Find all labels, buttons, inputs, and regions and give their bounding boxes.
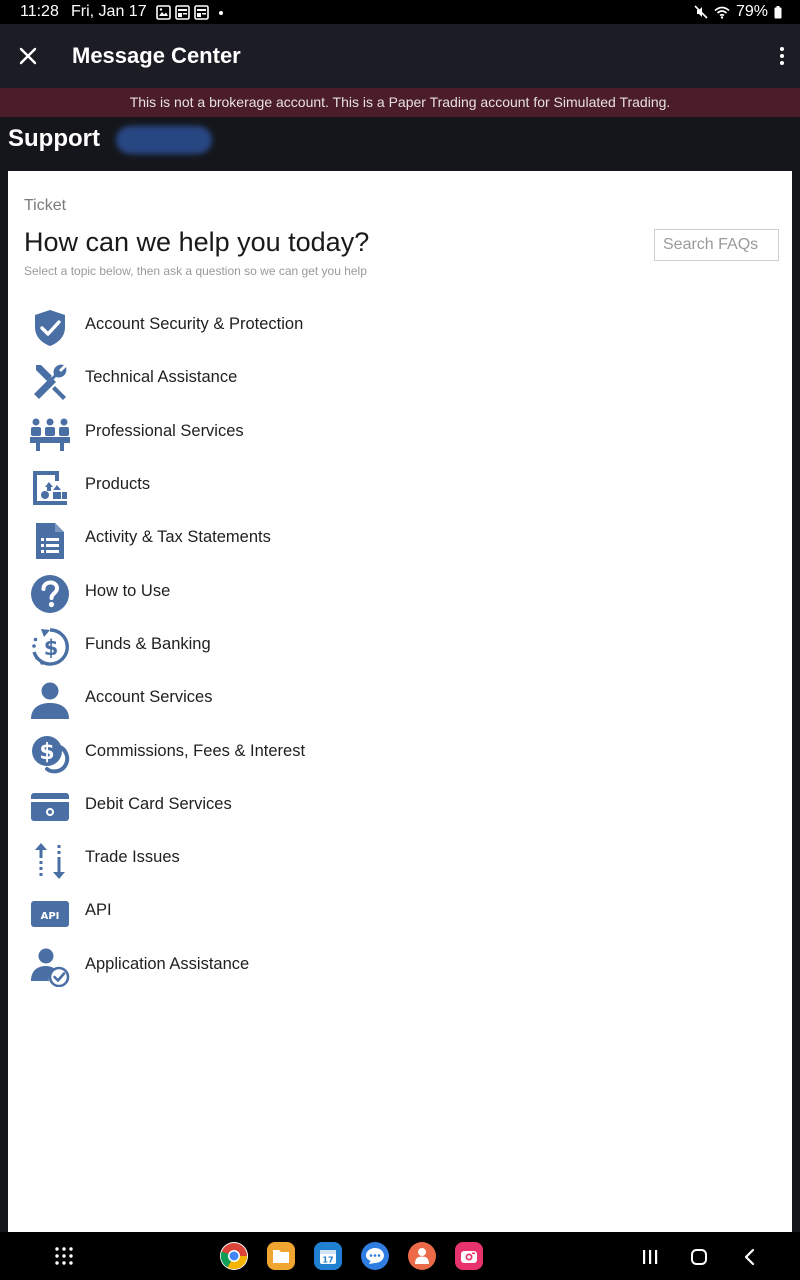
news-notification-icon (175, 5, 190, 20)
chrome-app-icon[interactable] (220, 1242, 248, 1270)
mute-icon (694, 5, 708, 19)
topic-label: Account Security & Protection (85, 315, 304, 334)
coins-icon (24, 732, 76, 776)
topic-label: Commissions, Fees & Interest (85, 741, 306, 760)
status-right (694, 3, 782, 21)
topic-products[interactable] (24, 461, 724, 514)
topic-label: Professional Services (85, 421, 244, 440)
app-dock (220, 1242, 483, 1270)
topic-api[interactable] (24, 887, 724, 940)
redacted-badge (116, 126, 212, 154)
topic-label: How to Use (85, 581, 171, 600)
recents-icon[interactable] (641, 1248, 659, 1266)
topic-debit-card[interactable] (24, 781, 724, 834)
dollar-cycle-icon (24, 625, 76, 669)
support-panel (8, 171, 792, 1232)
topic-label: Products (85, 475, 151, 494)
topic-label: API (85, 901, 112, 920)
topic-technical-assistance[interactable] (24, 354, 724, 407)
topic-label: Funds & Banking (85, 634, 211, 653)
card-icon (24, 785, 76, 829)
files-app-icon[interactable] (267, 1242, 295, 1270)
close-icon[interactable] (16, 44, 40, 68)
topic-label: Trade Issues (85, 848, 180, 867)
news-notification-icon (194, 5, 209, 20)
topic-application-assistance[interactable] (24, 941, 724, 994)
calendar-app-icon[interactable] (314, 1242, 342, 1270)
topic-account-services[interactable] (24, 674, 724, 727)
topic-account-security[interactable] (24, 301, 724, 354)
contacts-app-icon[interactable] (408, 1242, 436, 1270)
help-subtext: Select a topic below, then ask a question so we can get you help (24, 264, 367, 278)
more-options-icon[interactable] (776, 44, 788, 68)
person-icon (24, 679, 76, 723)
ticket-label: Ticket (24, 197, 67, 214)
products-icon (24, 466, 76, 510)
wifi-icon (714, 6, 730, 19)
svg-text:17: 17 (322, 1255, 334, 1265)
question-icon (24, 572, 76, 616)
messages-app-icon[interactable] (361, 1242, 389, 1270)
app-header (0, 24, 800, 88)
topic-label: Activity & Tax Statements (85, 528, 271, 547)
topic-label: Debit Card Services (85, 794, 232, 813)
search-faqs-input[interactable] (654, 229, 779, 261)
battery-percent: 79% (735, 3, 768, 20)
status-time: 11:28 (20, 3, 59, 20)
topic-commissions[interactable] (24, 727, 724, 780)
home-icon[interactable] (690, 1248, 708, 1266)
status-bar (0, 0, 800, 24)
topic-how-to-use[interactable] (24, 567, 724, 620)
meeting-icon (24, 412, 76, 456)
shield-check-icon (24, 306, 76, 350)
topic-list (24, 301, 724, 994)
svg-text:$: $ (43, 636, 59, 661)
document-icon (24, 519, 76, 563)
tools-icon (24, 359, 76, 403)
gallery-notification-icon (156, 5, 171, 20)
topic-label: Technical Assistance (85, 368, 238, 387)
api-icon (24, 892, 76, 936)
camera-app-icon[interactable] (455, 1242, 483, 1270)
battery-icon (774, 6, 782, 19)
svg-text:$: $ (39, 740, 55, 766)
system-nav-bar (0, 1232, 800, 1280)
more-notifications-dot (219, 11, 223, 15)
arrows-up-down-icon (24, 839, 76, 883)
topic-activity-tax[interactable] (24, 514, 724, 567)
support-row (0, 117, 800, 171)
topic-label: Account Services (85, 688, 213, 707)
support-title: Support (8, 125, 100, 152)
help-heading: How can we help you today? (24, 227, 370, 257)
back-icon[interactable] (742, 1248, 758, 1266)
app-drawer-icon[interactable] (54, 1246, 74, 1266)
api-icon-text: API (40, 910, 60, 922)
notification-icons (156, 5, 223, 20)
person-check-icon (24, 945, 76, 989)
topic-professional-services[interactable] (24, 408, 724, 461)
page-title: Message Center (72, 43, 241, 68)
status-date: Fri, Jan 17 (71, 3, 147, 20)
paper-trading-banner: This is not a brokerage account. This is a Paper Trading account for Simulated Trading. (0, 88, 800, 117)
topic-label: Application Assistance (85, 954, 250, 973)
topic-funds-banking[interactable] (24, 621, 724, 674)
topic-trade-issues[interactable] (24, 834, 724, 887)
